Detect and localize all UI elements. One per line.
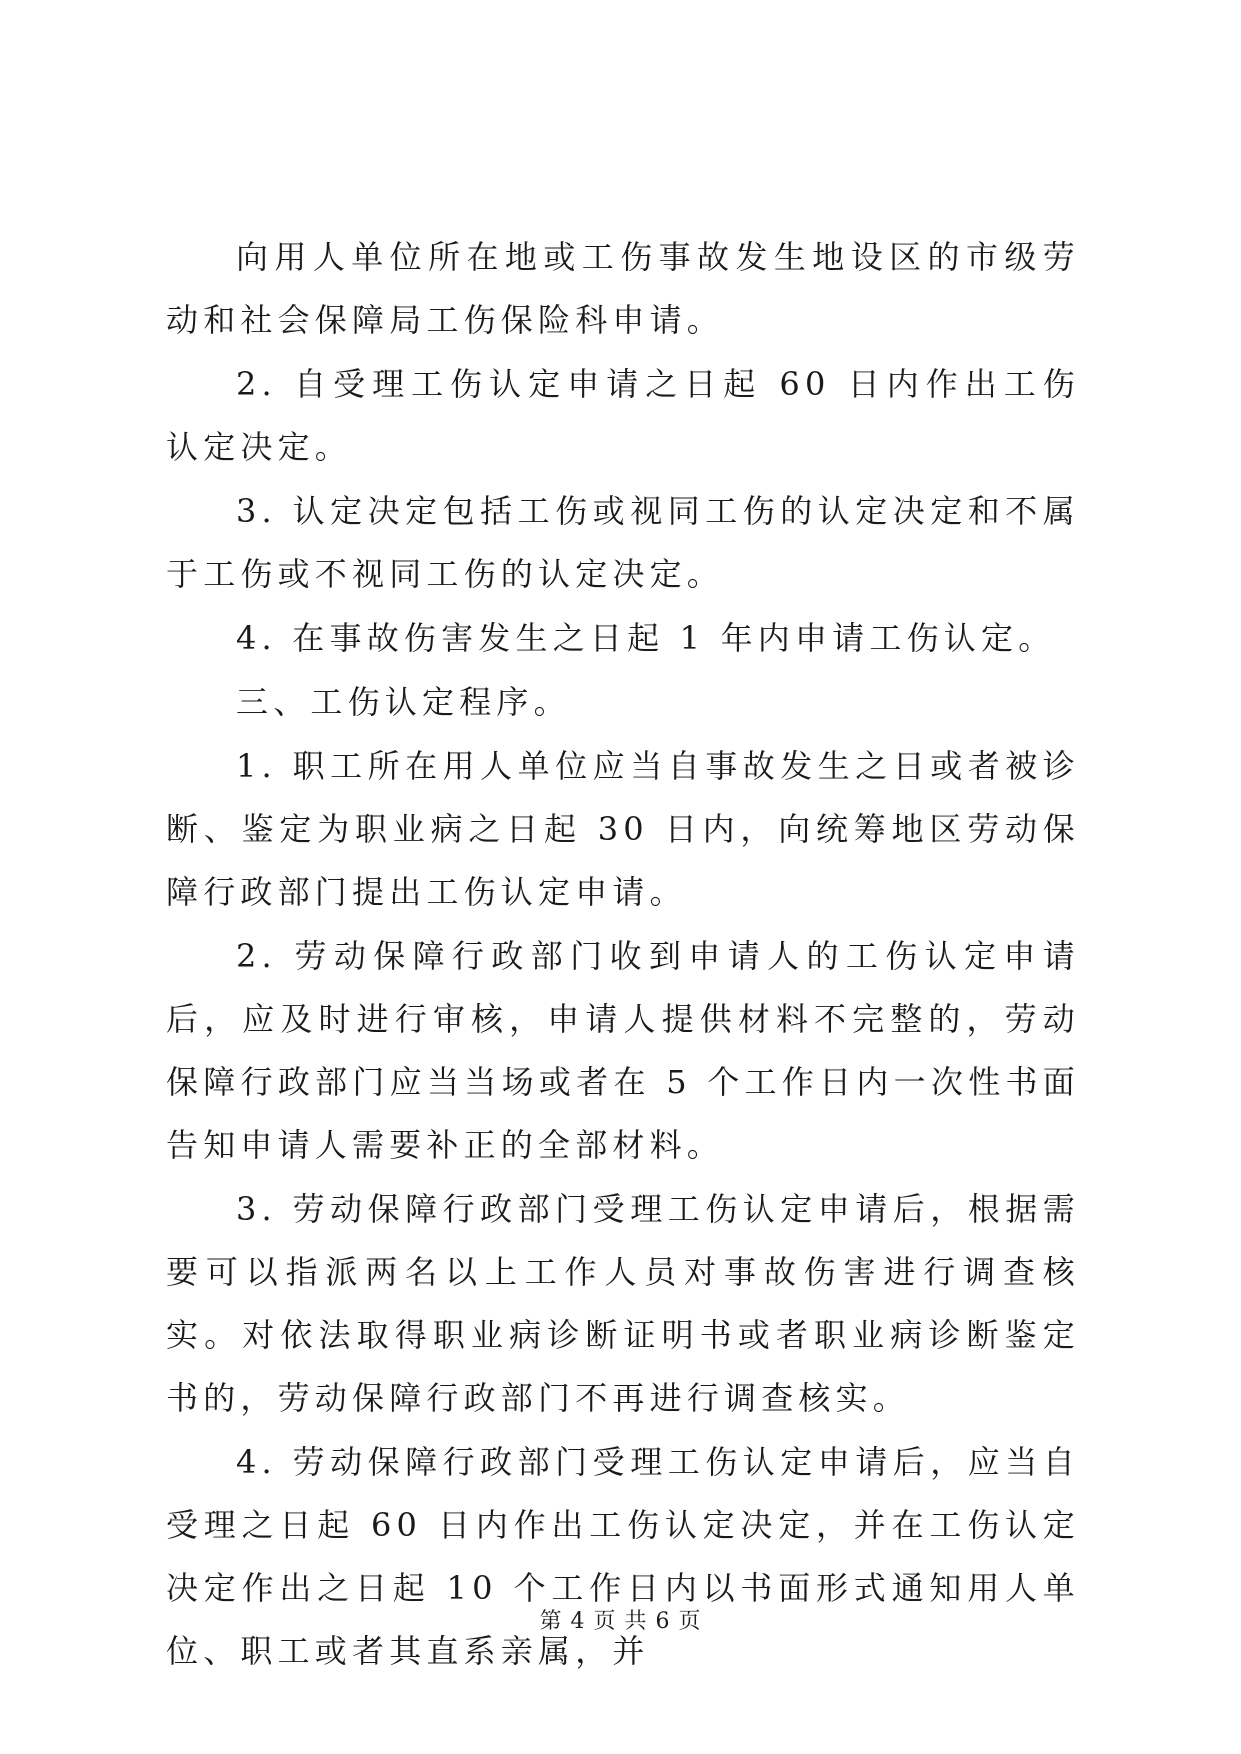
paragraph: 向用人单位所在地或工伤事故发生地设区的市级劳动和社会保障局工伤保险科申请。 — [166, 238, 1080, 339]
page-number-footer: 第 4 页 共 6 页 — [539, 1609, 702, 1634]
paragraph: 3. 劳动保障行政部门受理工伤认定申请后，根据需要可以指派两名以上工作人员对事故伤害进行调查核实。对依法取得职业病诊断证明书或者职业病诊断鉴定书的，劳动保障行政部门不再进行调查核实。 — [166, 1190, 1080, 1417]
document-body — [166, 226, 1080, 1684]
paragraph: 4. 劳动保障行政部门受理工伤认定申请后，应当自受理之日起 60 日内作出工伤认定决定，并在工伤认定决定作出之日起 10 个工作日内以书面形式通知用人单位、职工或者其直系亲属，并 — [166, 1443, 1080, 1670]
paragraph: 2. 劳动保障行政部门收到申请人的工伤认定申请后，应及时进行审核，申请人提供材料不完整的，劳动保障行政部门应当当场或者在 5 个工作日内一次性书面告知申请人需要补正的全部材料。 — [166, 937, 1080, 1164]
paragraph: 3. 认定决定包括工伤或视同工伤的认定决定和不属于工伤或不视同工伤的认定决定。 — [166, 492, 1080, 593]
paragraph: 1. 职工所在用人单位应当自事故发生之日或者被诊断、鉴定为职业病之日起 30 日内，向统筹地区劳动保障行政部门提出工伤认定申请。 — [166, 747, 1080, 911]
section-heading: 三、工伤认定程序。 — [236, 683, 571, 721]
paragraph: 2. 自受理工伤认定申请之日起 60 日内作出工伤认定决定。 — [166, 365, 1080, 466]
paragraph: 4. 在事故伤害发生之日起 1 年内申请工伤认定。 — [236, 619, 1056, 657]
